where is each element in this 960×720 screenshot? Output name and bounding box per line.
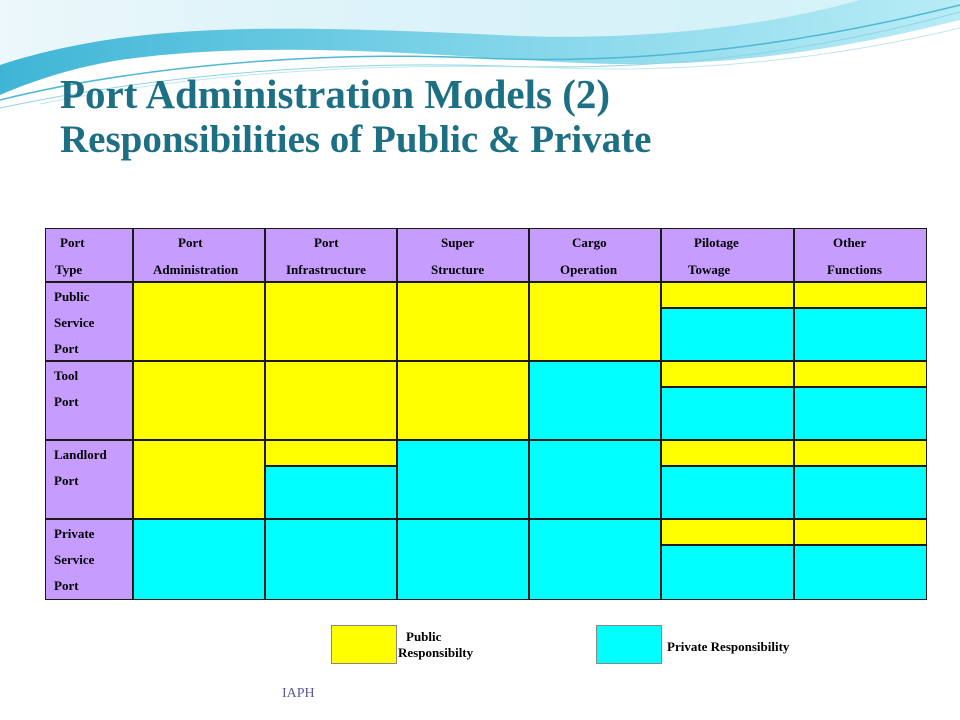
column-header-line: Super xyxy=(441,235,475,250)
public-cell xyxy=(265,440,397,466)
private-cell xyxy=(794,545,927,600)
public-cell xyxy=(133,361,265,440)
private-cell xyxy=(794,466,927,519)
public-cell xyxy=(661,519,794,545)
row-label-line: Port xyxy=(54,394,79,409)
public-cell xyxy=(265,361,397,440)
title-line-2: Responsibilities of Public & Private xyxy=(60,117,652,161)
column-header-line: Other xyxy=(833,235,867,250)
public-cell xyxy=(794,440,927,466)
column-header-line: Administration xyxy=(153,262,239,277)
responsibility-table xyxy=(45,228,927,600)
private-cell xyxy=(133,519,265,600)
row-label-line: Public xyxy=(54,289,90,304)
column-header-line: Infrastructure xyxy=(286,262,366,277)
private-cell xyxy=(265,519,397,600)
column-header-other-functions xyxy=(794,228,927,282)
private-cell xyxy=(794,387,927,440)
column-header-line: Cargo xyxy=(572,235,607,250)
legend-private-swatch xyxy=(596,625,662,664)
private-cell xyxy=(529,361,661,440)
private-cell xyxy=(661,387,794,440)
public-cell xyxy=(794,361,927,387)
row-label-public-service-port xyxy=(45,282,133,361)
page-title xyxy=(60,72,651,162)
column-header-line: Towage xyxy=(688,262,731,277)
legend-public-swatch xyxy=(331,625,397,664)
row-label-landlord-port xyxy=(45,440,133,519)
row-label-line: Port xyxy=(54,578,79,593)
legend-public-line-1: Public xyxy=(406,629,442,644)
row-label-line: Tool xyxy=(54,368,79,383)
public-cell xyxy=(661,440,794,466)
legend-public-line-2: Responsibilty xyxy=(398,645,474,661)
column-header-line: Port xyxy=(60,235,85,250)
row-label-private-service-port xyxy=(45,519,133,600)
column-header-line: Type xyxy=(55,262,83,277)
row-label-line: Service xyxy=(54,315,95,330)
private-cell xyxy=(265,466,397,519)
column-header-port-infrastructure xyxy=(265,228,397,282)
private-cell xyxy=(529,519,661,600)
column-header-port-type xyxy=(45,228,133,282)
row-label-line: Port xyxy=(54,473,79,488)
public-cell xyxy=(661,282,794,308)
column-header-pilotage-towage xyxy=(661,228,794,282)
private-cell xyxy=(661,545,794,600)
column-header-line: Pilotage xyxy=(694,235,739,250)
column-header-cargo-operation xyxy=(529,228,661,282)
public-cell xyxy=(265,282,397,361)
column-header-line: Port xyxy=(178,235,203,250)
private-cell xyxy=(397,519,529,600)
column-header-line: Functions xyxy=(827,262,882,277)
column-header-line: Structure xyxy=(431,262,485,277)
private-cell xyxy=(661,466,794,519)
public-cell xyxy=(661,361,794,387)
public-cell xyxy=(397,282,529,361)
private-cell xyxy=(397,440,529,519)
row-label-tool-port xyxy=(45,361,133,440)
legend-private-label: Private Responsibility xyxy=(667,639,790,654)
legend-public-label xyxy=(398,629,473,662)
private-cell xyxy=(529,440,661,519)
column-header-line: Operation xyxy=(560,262,618,277)
column-header-port-administration xyxy=(133,228,265,282)
row-label-line: Private xyxy=(54,526,95,541)
column-header-line: Port xyxy=(314,235,339,250)
public-cell xyxy=(794,519,927,545)
row-label-line: Port xyxy=(54,341,79,356)
private-cell xyxy=(661,308,794,361)
row-label-line: Landlord xyxy=(54,447,107,462)
public-cell xyxy=(397,361,529,440)
public-cell xyxy=(133,440,265,519)
public-cell xyxy=(133,282,265,361)
footer-label: IAPH xyxy=(282,686,315,701)
title-line-1: Port Administration Models (2) xyxy=(60,71,611,117)
column-header-super-structure xyxy=(397,228,529,282)
row-label-line: Service xyxy=(54,552,95,567)
public-cell xyxy=(529,282,661,361)
public-cell xyxy=(794,282,927,308)
private-cell xyxy=(794,308,927,361)
